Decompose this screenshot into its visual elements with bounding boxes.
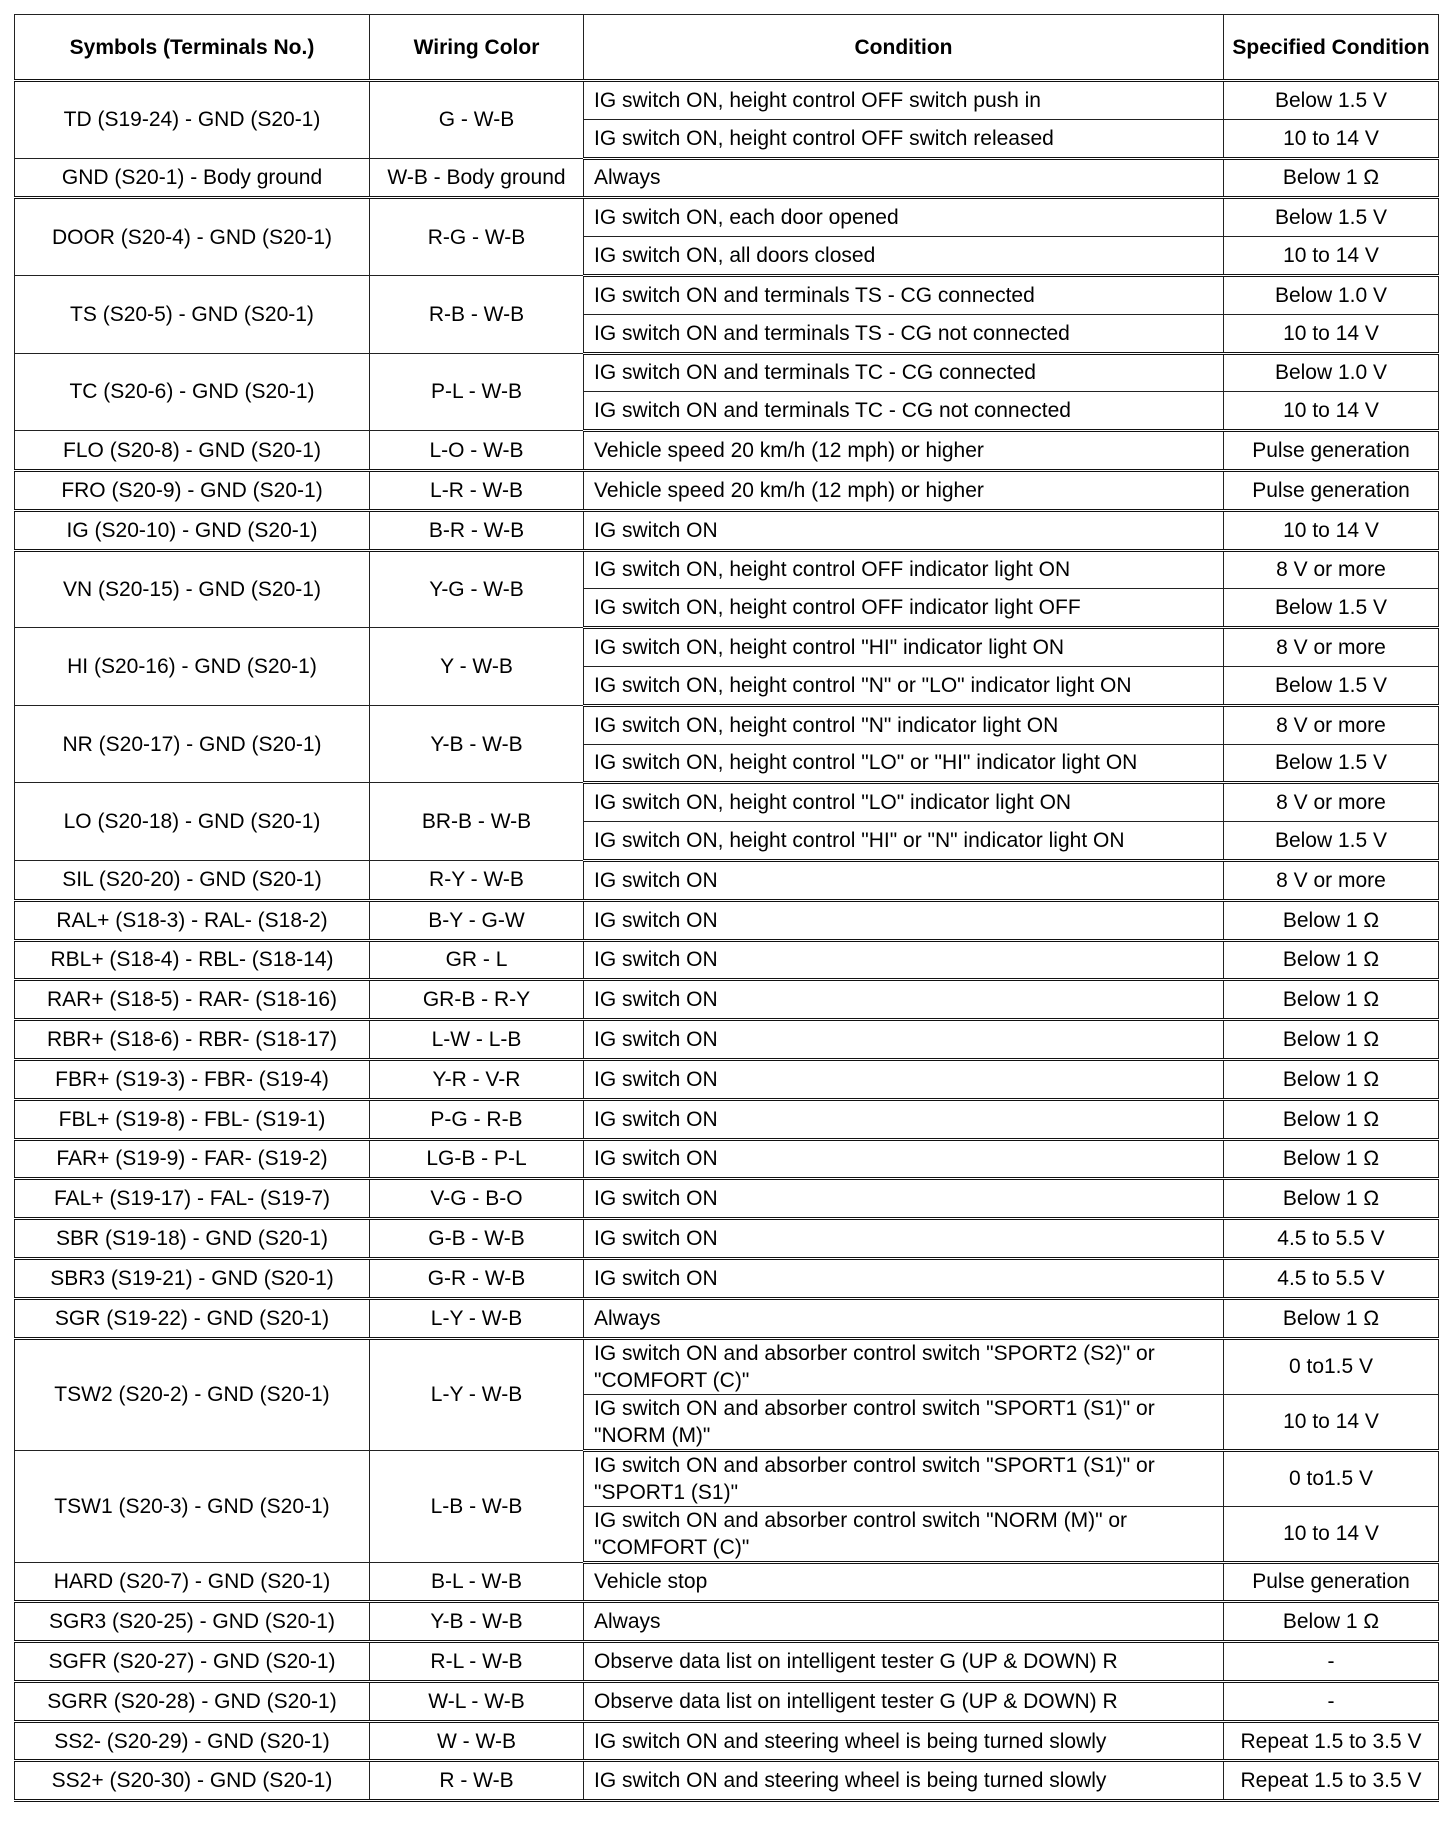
specified-condition-cell: Below 1 Ω [1224, 1139, 1439, 1179]
condition-cell: IG switch ON [584, 900, 1224, 940]
specified-condition-cell: Below 1.5 V [1224, 198, 1439, 237]
wiring-color-cell: B-L - W-B [370, 1562, 584, 1602]
condition-cell: IG switch ON [584, 860, 1224, 900]
wiring-color-cell: R-G - W-B [370, 198, 584, 276]
terminal-symbol-cell: DOOR (S20-4) - GND (S20-1) [15, 198, 370, 276]
specified-condition-cell: 10 to 14 V [1224, 510, 1439, 550]
condition-cell: IG switch ON and steering wheel is being turned slowly [584, 1761, 1224, 1801]
table-row [15, 198, 1439, 237]
table-row [15, 783, 1439, 822]
terminal-symbol-cell: RBR+ (S18-6) - RBR- (S18-17) [15, 1020, 370, 1060]
table-row [15, 353, 1439, 392]
table-row [15, 1602, 1439, 1642]
table-row [15, 1562, 1439, 1602]
condition-cell: IG switch ON, height control OFF switch released [584, 119, 1224, 158]
specified-condition-cell: Below 1.0 V [1224, 353, 1439, 392]
specified-condition-cell: Below 1 Ω [1224, 1020, 1439, 1060]
terminal-symbol-cell: RAR+ (S18-5) - RAR- (S18-16) [15, 980, 370, 1020]
specified-condition-cell: Pulse generation [1224, 470, 1439, 510]
wiring-color-cell: P-L - W-B [370, 353, 584, 431]
terminal-symbol-cell: VN (S20-15) - GND (S20-1) [15, 550, 370, 628]
wiring-color-cell: L-Y - W-B [370, 1298, 584, 1338]
table-row [15, 1450, 1439, 1506]
condition-cell: IG switch ON [584, 1139, 1224, 1179]
specified-condition-cell: 10 to 14 V [1224, 1506, 1439, 1562]
table-row [15, 81, 1439, 120]
condition-cell: IG switch ON and terminals TC - CG connected [584, 353, 1224, 392]
header-condition: Condition [584, 15, 1224, 81]
condition-cell: IG switch ON, all doors closed [584, 237, 1224, 276]
table-row [15, 860, 1439, 900]
terminal-symbol-cell: SS2+ (S20-30) - GND (S20-1) [15, 1761, 370, 1801]
condition-cell: IG switch ON and terminals TC - CG not connected [584, 392, 1224, 431]
table-row [15, 470, 1439, 510]
specified-condition-cell: Pulse generation [1224, 431, 1439, 471]
terminal-symbol-cell: FBR+ (S19-3) - FBR- (S19-4) [15, 1059, 370, 1099]
condition-cell: IG switch ON [584, 1020, 1224, 1060]
terminal-symbol-cell: SGRR (S20-28) - GND (S20-1) [15, 1681, 370, 1721]
table-row [15, 1020, 1439, 1060]
wiring-color-cell: R-L - W-B [370, 1642, 584, 1682]
specified-condition-cell: Below 1.5 V [1224, 822, 1439, 861]
terminal-symbol-cell: TSW2 (S20-2) - GND (S20-1) [15, 1338, 370, 1450]
condition-cell: IG switch ON, height control "HI" or "N" indicator light ON [584, 822, 1224, 861]
table-row [15, 1179, 1439, 1219]
specified-condition-cell: 0 to1.5 V [1224, 1450, 1439, 1506]
table-row [15, 1721, 1439, 1761]
specified-condition-cell: 10 to 14 V [1224, 237, 1439, 276]
terminal-symbol-cell: FAR+ (S19-9) - FAR- (S19-2) [15, 1139, 370, 1179]
wiring-color-cell: LG-B - P-L [370, 1139, 584, 1179]
condition-cell: IG switch ON [584, 1099, 1224, 1139]
wiring-color-cell: G-R - W-B [370, 1258, 584, 1298]
wiring-color-cell: Y-R - V-R [370, 1059, 584, 1099]
terminal-symbol-cell: IG (S20-10) - GND (S20-1) [15, 510, 370, 550]
condition-cell: Vehicle stop [584, 1562, 1224, 1602]
wiring-color-cell: Y-G - W-B [370, 550, 584, 628]
terminal-symbol-cell: SIL (S20-20) - GND (S20-1) [15, 860, 370, 900]
wiring-color-cell: B-Y - G-W [370, 900, 584, 940]
table-row [15, 1099, 1439, 1139]
wiring-color-cell: R-B - W-B [370, 275, 584, 353]
wiring-color-cell: Y - W-B [370, 628, 584, 706]
wiring-color-cell: L-R - W-B [370, 470, 584, 510]
table-row [15, 550, 1439, 589]
table-row [15, 1059, 1439, 1099]
specified-condition-cell: Pulse generation [1224, 1562, 1439, 1602]
condition-cell: IG switch ON [584, 940, 1224, 980]
condition-cell: IG switch ON, height control "N" indicator light ON [584, 705, 1224, 744]
condition-cell: Vehicle speed 20 km/h (12 mph) or higher [584, 470, 1224, 510]
table-row [15, 705, 1439, 744]
condition-cell: IG switch ON and terminals TS - CG not connected [584, 314, 1224, 353]
wiring-color-cell: W-B - Body ground [370, 158, 584, 198]
wiring-color-cell: G-B - W-B [370, 1219, 584, 1259]
wiring-color-cell: R-Y - W-B [370, 860, 584, 900]
table-row [15, 1761, 1439, 1801]
table-row [15, 1338, 1439, 1394]
condition-cell: IG switch ON [584, 980, 1224, 1020]
table-row [15, 900, 1439, 940]
specified-condition-cell: Below 1 Ω [1224, 940, 1439, 980]
specified-condition-cell: Repeat 1.5 to 3.5 V [1224, 1761, 1439, 1801]
specified-condition-cell: Below 1.0 V [1224, 275, 1439, 314]
header-row [15, 15, 1439, 81]
table-body [15, 81, 1439, 1801]
header-specified-condition: Specified Condition [1224, 15, 1439, 81]
wiring-color-cell: L-B - W-B [370, 1450, 584, 1562]
condition-cell: IG switch ON, height control OFF indicator light ON [584, 550, 1224, 589]
wiring-color-cell: B-R - W-B [370, 510, 584, 550]
table-row [15, 510, 1439, 550]
terminal-symbol-cell: FBL+ (S19-8) - FBL- (S19-1) [15, 1099, 370, 1139]
wiring-color-cell: W-L - W-B [370, 1681, 584, 1721]
terminal-symbol-cell: RAL+ (S18-3) - RAL- (S18-2) [15, 900, 370, 940]
terminal-symbol-cell: FLO (S20-8) - GND (S20-1) [15, 431, 370, 471]
condition-cell: IG switch ON, height control OFF switch push in [584, 81, 1224, 120]
table-row [15, 628, 1439, 667]
wiring-color-cell: R - W-B [370, 1761, 584, 1801]
table-row [15, 158, 1439, 198]
condition-cell: IG switch ON and absorber control switch "SPORT1 (S1)" or "NORM (M)" [584, 1394, 1224, 1450]
terminal-symbol-cell: GND (S20-1) - Body ground [15, 158, 370, 198]
table-row [15, 980, 1439, 1020]
table-row [15, 1258, 1439, 1298]
specified-condition-cell: Below 1.5 V [1224, 744, 1439, 783]
specified-condition-cell: - [1224, 1681, 1439, 1721]
specified-condition-cell: 0 to1.5 V [1224, 1338, 1439, 1394]
table-row [15, 1139, 1439, 1179]
table-row [15, 940, 1439, 980]
condition-cell: IG switch ON [584, 1258, 1224, 1298]
specified-condition-cell: Below 1.5 V [1224, 666, 1439, 705]
specified-condition-cell: - [1224, 1642, 1439, 1682]
wiring-color-cell: V-G - B-O [370, 1179, 584, 1219]
terminal-symbol-cell: SGFR (S20-27) - GND (S20-1) [15, 1642, 370, 1682]
terminal-symbol-cell: TC (S20-6) - GND (S20-1) [15, 353, 370, 431]
condition-cell: IG switch ON [584, 1059, 1224, 1099]
wiring-color-cell: P-G - R-B [370, 1099, 584, 1139]
specified-condition-cell: 4.5 to 5.5 V [1224, 1219, 1439, 1259]
table-row [15, 431, 1439, 471]
terminal-symbol-cell: NR (S20-17) - GND (S20-1) [15, 705, 370, 783]
specified-condition-cell: 10 to 14 V [1224, 314, 1439, 353]
terminal-inspection-table [14, 14, 1439, 1802]
condition-cell: IG switch ON and steering wheel is being turned slowly [584, 1721, 1224, 1761]
specified-condition-cell: 10 to 14 V [1224, 1394, 1439, 1450]
wiring-color-cell: G - W-B [370, 81, 584, 159]
specified-condition-cell: 4.5 to 5.5 V [1224, 1258, 1439, 1298]
condition-cell: IG switch ON, height control "LO" or "HI" indicator light ON [584, 744, 1224, 783]
terminal-symbol-cell: TSW1 (S20-3) - GND (S20-1) [15, 1450, 370, 1562]
specified-condition-cell: 8 V or more [1224, 550, 1439, 589]
condition-cell: IG switch ON, height control "N" or "LO" indicator light ON [584, 666, 1224, 705]
specified-condition-cell: Repeat 1.5 to 3.5 V [1224, 1721, 1439, 1761]
specified-condition-cell: 10 to 14 V [1224, 392, 1439, 431]
table-row [15, 1298, 1439, 1338]
condition-cell: Observe data list on intelligent tester G (UP & DOWN) R [584, 1681, 1224, 1721]
specified-condition-cell: Below 1 Ω [1224, 1179, 1439, 1219]
terminal-symbol-cell: SS2- (S20-29) - GND (S20-1) [15, 1721, 370, 1761]
terminal-symbol-cell: FRO (S20-9) - GND (S20-1) [15, 470, 370, 510]
terminal-symbol-cell: FAL+ (S19-17) - FAL- (S19-7) [15, 1179, 370, 1219]
condition-cell: Always [584, 1602, 1224, 1642]
condition-cell: IG switch ON, height control "LO" indicator light ON [584, 783, 1224, 822]
condition-cell: Observe data list on intelligent tester G (UP & DOWN) R [584, 1642, 1224, 1682]
condition-cell: IG switch ON and terminals TS - CG connected [584, 275, 1224, 314]
terminal-symbol-cell: LO (S20-18) - GND (S20-1) [15, 783, 370, 861]
condition-cell: IG switch ON and absorber control switch "NORM (M)" or "COMFORT (C)" [584, 1506, 1224, 1562]
condition-cell: IG switch ON [584, 1179, 1224, 1219]
condition-cell: IG switch ON and absorber control switch "SPORT2 (S2)" or "COMFORT (C)" [584, 1338, 1224, 1394]
specified-condition-cell: Below 1.5 V [1224, 589, 1439, 628]
wiring-color-cell: GR-B - R-Y [370, 980, 584, 1020]
wiring-color-cell: W - W-B [370, 1721, 584, 1761]
condition-cell: IG switch ON, height control OFF indicator light OFF [584, 589, 1224, 628]
specified-condition-cell: Below 1 Ω [1224, 1298, 1439, 1338]
condition-cell: IG switch ON [584, 510, 1224, 550]
condition-cell: IG switch ON, each door opened [584, 198, 1224, 237]
wiring-color-cell: BR-B - W-B [370, 783, 584, 861]
condition-cell: Vehicle speed 20 km/h (12 mph) or higher [584, 431, 1224, 471]
specified-condition-cell: Below 1 Ω [1224, 980, 1439, 1020]
table-row [15, 275, 1439, 314]
wiring-color-cell: GR - L [370, 940, 584, 980]
terminal-symbol-cell: TS (S20-5) - GND (S20-1) [15, 275, 370, 353]
terminal-symbol-cell: SGR (S19-22) - GND (S20-1) [15, 1298, 370, 1338]
terminal-symbol-cell: HI (S20-16) - GND (S20-1) [15, 628, 370, 706]
specified-condition-cell: Below 1.5 V [1224, 81, 1439, 120]
condition-cell: Always [584, 1298, 1224, 1338]
terminal-symbol-cell: SGR3 (S20-25) - GND (S20-1) [15, 1602, 370, 1642]
specified-condition-cell: 8 V or more [1224, 783, 1439, 822]
terminal-symbol-cell: SBR3 (S19-21) - GND (S20-1) [15, 1258, 370, 1298]
specified-condition-cell: 10 to 14 V [1224, 119, 1439, 158]
terminal-inspection-table-container [14, 14, 1438, 1802]
wiring-color-cell: L-W - L-B [370, 1020, 584, 1060]
header-wiring-color: Wiring Color [370, 15, 584, 81]
wiring-color-cell: L-Y - W-B [370, 1338, 584, 1450]
specified-condition-cell: Below 1 Ω [1224, 1059, 1439, 1099]
terminal-symbol-cell: RBL+ (S18-4) - RBL- (S18-14) [15, 940, 370, 980]
specified-condition-cell: 8 V or more [1224, 860, 1439, 900]
condition-cell: IG switch ON and absorber control switch "SPORT1 (S1)" or "SPORT1 (S1)" [584, 1450, 1224, 1506]
terminal-symbol-cell: TD (S19-24) - GND (S20-1) [15, 81, 370, 159]
condition-cell: IG switch ON [584, 1219, 1224, 1259]
header-symbols: Symbols (Terminals No.) [15, 15, 370, 81]
specified-condition-cell: Below 1 Ω [1224, 900, 1439, 940]
table-row [15, 1219, 1439, 1259]
wiring-color-cell: Y-B - W-B [370, 705, 584, 783]
condition-cell: Always [584, 158, 1224, 198]
wiring-color-cell: Y-B - W-B [370, 1602, 584, 1642]
specified-condition-cell: 8 V or more [1224, 628, 1439, 667]
specified-condition-cell: Below 1 Ω [1224, 1099, 1439, 1139]
terminal-symbol-cell: SBR (S19-18) - GND (S20-1) [15, 1219, 370, 1259]
specified-condition-cell: Below 1 Ω [1224, 158, 1439, 198]
table-row [15, 1642, 1439, 1682]
table-row [15, 1681, 1439, 1721]
terminal-symbol-cell: HARD (S20-7) - GND (S20-1) [15, 1562, 370, 1602]
wiring-color-cell: L-O - W-B [370, 431, 584, 471]
specified-condition-cell: Below 1 Ω [1224, 1602, 1439, 1642]
condition-cell: IG switch ON, height control "HI" indicator light ON [584, 628, 1224, 667]
specified-condition-cell: 8 V or more [1224, 705, 1439, 744]
